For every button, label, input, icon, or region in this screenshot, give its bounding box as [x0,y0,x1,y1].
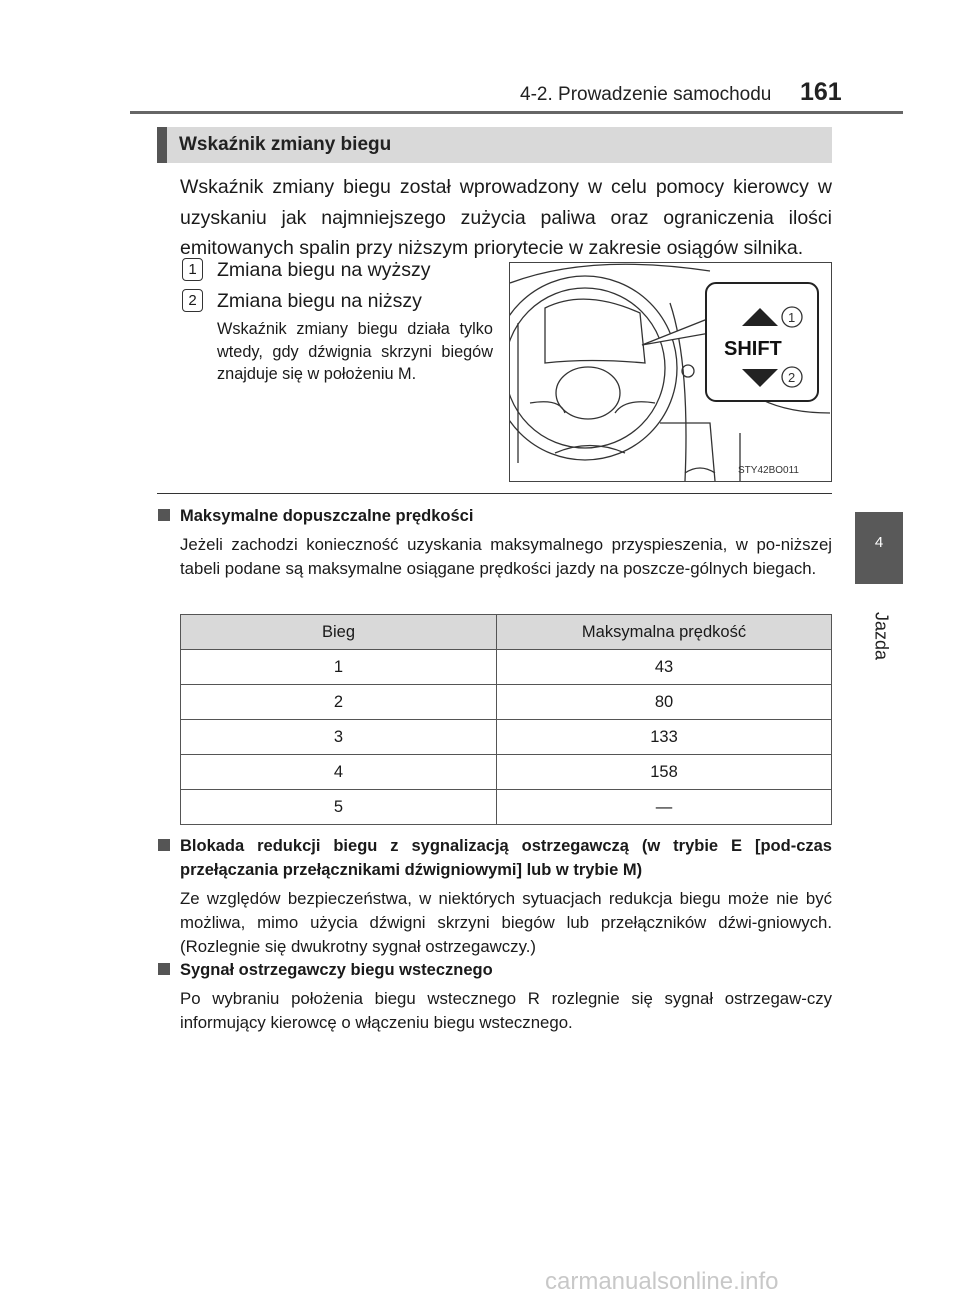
chapter-number: 4 [874,534,884,551]
item-text: Zmiana biegu na wyższy [217,259,431,281]
callout-number-2: 2 [788,370,796,385]
speed-cell: 80 [497,685,832,720]
wheel-spoke-bottom [555,446,625,454]
table-row [181,685,832,720]
list-item-upshift [182,258,431,282]
item-text: Zmiana biegu na niższy [217,290,422,312]
speed-cell: 158 [497,755,832,790]
speed-cell: 43 [497,650,832,685]
section-title-bar [157,127,832,163]
subhead-text: Sygnał ostrzegawczy biegu wstecznego [180,961,493,979]
downshift-lock-paragraph: Ze względów bezpieczeństwa, w niektórych sytuacjach redukcja biegu może nie być możliwa, mimo użycia dźwigni skrzyni biegów lub przełączników dźwi-gniowych. (Rozlegnie się dwukrotny sygnał ostrzegawczy.) [180,889,832,956]
gear-cell: 4 [181,755,497,790]
bullet-square-icon [158,839,170,851]
subhead-max-speed [158,504,832,528]
speed-cell: 133 [497,720,832,755]
figure-code: STY42BO011 [738,465,799,476]
chapter-tab[interactable] [855,512,903,584]
table-row [181,755,832,790]
bullet-square-icon [158,963,170,975]
wheel-spoke-left [530,402,565,413]
table-row [181,720,832,755]
shift-label: SHIFT [724,338,782,360]
chapter-label-text: Jazda [871,611,892,661]
chapter-label [866,596,896,676]
gear-cell: 1 [181,650,497,685]
max-speed-paragraph: Jeżeli zachodzi konieczność uzyskania maksymalnego przyspieszenia, w po-niższej tabeli podane są maksymalne osiągane prędkości jazdy na poszcze-gólnych biegach. [180,535,832,578]
header-rule [130,111,903,114]
subhead-text: Maksymalne dopuszczalne prędkości [180,507,474,525]
header-section-title: 4-2. Prowadzenie samochodu [520,84,772,105]
subhead-reverse-warning [158,958,832,982]
page-number: 161 [800,78,842,106]
watermark: carmanualsonline.info [545,1268,779,1295]
gear-cell: 3 [181,720,497,755]
note-paragraph: Wskaźnik zmiany biegu działa tylko wtedy, gdy dźwignia skrzyni biegów znajduje się w położeniu M. [217,320,493,383]
speed-cell: — [497,790,832,825]
subhead-text: Blokada redukcji biegu z sygnalizacją ostrzegawczą (w trybie E [pod-czas przełączania przełącznikami dźwigniowymi] lub w trybie M) [180,837,832,879]
wheel-hub [556,367,620,419]
dashboard-top-line [510,264,710,283]
section-divider [157,493,832,494]
shift-indicator-figure [509,262,832,482]
intro-paragraph: Wskaźnik zmiany biegu został wprowadzony w celu pomocy kierowcy w uzyskaniu jak najmniejszego zużycia paliwa oraz ograniczenia ilości emitowanych spalin przy niższym priorytecie w zakresie osiągów silnika. [180,176,832,259]
gear-cell: 2 [181,685,497,720]
gear-cell: 5 [181,790,497,825]
subhead-downshift-lock [158,834,832,882]
table-row [181,790,832,825]
section-title: Wskaźnik zmiany biegu [179,134,392,155]
dashboard-illustration [510,263,831,481]
item-number-badge: 1 [182,258,203,281]
column-header-gear: Bieg [181,615,497,650]
table-header-row [181,615,832,650]
console-edge [660,423,715,481]
pedal-curve [685,468,715,473]
wheel-spoke-right [615,402,655,413]
list-item-downshift [182,289,422,313]
steering-wheel-inner [510,288,665,448]
reverse-warning-paragraph: Po wybraniu położenia biegu wstecznego R rozlegnie się sygnał ostrzegaw-czy informujący kierowcę o włączeniu biegu wstecznego. [180,989,832,1032]
table-row [181,650,832,685]
callout-number-1: 1 [788,310,796,325]
bullet-square-icon [158,509,170,521]
column-header-max-speed: Maksymalna prędkość [497,615,832,650]
instrument-cluster [545,299,645,363]
item-number-badge: 2 [182,289,203,312]
max-speed-table [180,614,832,825]
